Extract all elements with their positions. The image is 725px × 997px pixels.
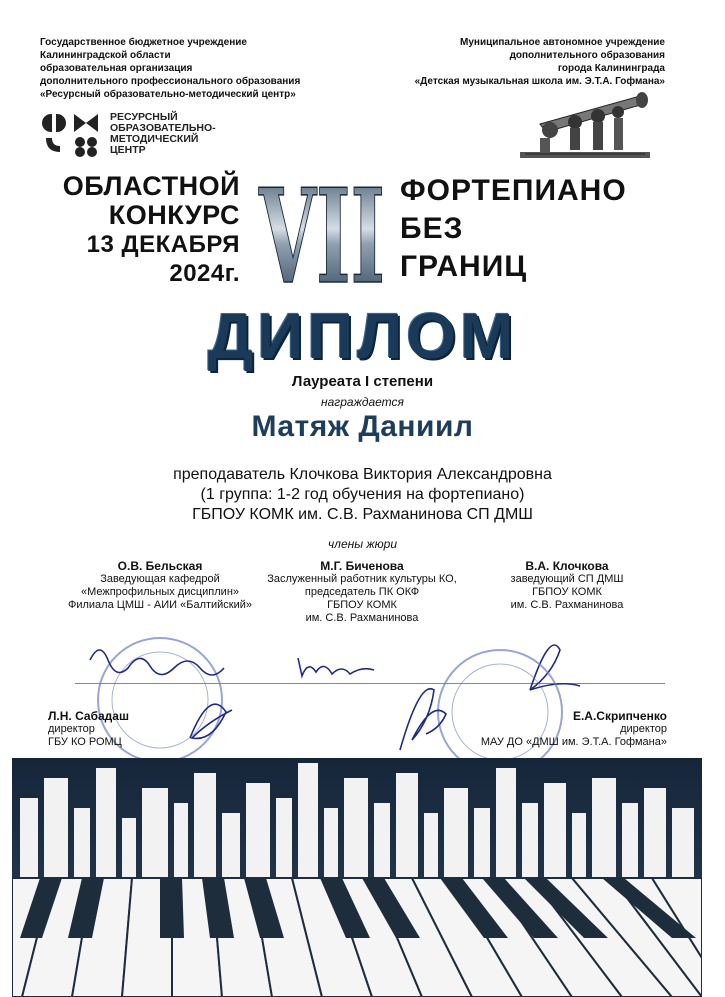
signature-sabadash-icon	[190, 704, 232, 738]
romc-logo-line: МЕТОДИЧЕСКИЙ	[110, 133, 199, 145]
romc-logo-icon	[40, 110, 104, 158]
contest-label: КОНКУРС	[108, 200, 240, 230]
jury-member-role: «Межпрофильных дисциплин»	[80, 586, 240, 598]
diploma-header	[0, 300, 725, 372]
school-emblem-icon	[520, 86, 660, 166]
jury-member-role: председатель ПК ОКФ	[304, 586, 420, 598]
piano-skyline-illustration	[12, 758, 702, 997]
jury-member-role: Филиала ЦМШ - АИИ «Балтийский»	[67, 599, 253, 611]
org-right-line: города Калининграда	[557, 63, 665, 74]
contest-info-left	[40, 172, 240, 288]
diploma-title: ДИПЛОМ	[207, 300, 518, 372]
contest-date: 13 ДЕКАБРЯ	[86, 231, 240, 258]
winner-info-line: (1 группа: 1-2 год обучения на фортепиано)	[200, 486, 525, 503]
signatory-right-role: директор	[620, 723, 667, 735]
contest-name-line: БЕЗ	[400, 212, 464, 245]
signature-bichenova-icon	[298, 658, 374, 676]
contest-number-text: VII	[258, 164, 385, 294]
diploma-degree: Лауреата I степени	[291, 373, 434, 390]
winner-info	[0, 465, 725, 525]
org-left-line: образовательная организация	[40, 63, 193, 74]
contest-type: ОБЛАСТНОЙ	[62, 171, 240, 201]
signatory-left-name: Л.Н. Сабадаш	[48, 709, 129, 723]
signatory-right-name: Е.А.Скрипченко	[572, 709, 667, 723]
contest-number	[258, 164, 386, 294]
jury-member	[60, 560, 260, 612]
jury-member-name: О.В. Бельская	[117, 559, 203, 573]
winner-info-line: преподаватель Клочкова Виктория Александровна	[173, 466, 552, 483]
signatory-left	[48, 710, 129, 749]
org-left-line: «Ресурсный образовательно-методический центр»	[40, 89, 296, 100]
signatory-right-org: МАУ ДО «ДМШ им. Э.Т.А. Гофмана»	[480, 736, 667, 748]
jury-member-role: Заведующая кафедрой	[100, 573, 220, 585]
romc-logo-line: ОБРАЗОВАТЕЛЬНО-	[110, 122, 216, 134]
jury-member	[467, 560, 667, 612]
org-left-block	[40, 36, 300, 101]
org-right-line: «Детская музыкальная школа им. Э.Т.А. Гофмана»	[414, 76, 665, 87]
contest-name-line: ФОРТЕПИАНО	[400, 174, 627, 207]
org-left-line: дополнительного профессионального образования	[40, 76, 301, 87]
jury-member-role: ГБПОУ КОМК	[532, 586, 602, 598]
romc-logo-line: РЕСУРСНЫЙ	[110, 111, 178, 123]
winner-info-line: ГБПОУ КОМК им. С.В. Рахманинова СП ДМШ	[192, 506, 533, 523]
contest-year: 2024г.	[169, 260, 240, 287]
contest-name-line: ГРАНИЦ	[400, 250, 528, 283]
org-right-line: Муниципальное автономное учреждение	[460, 37, 665, 48]
contest-name	[400, 172, 627, 286]
org-left-line: Государственное бюджетное учреждение	[40, 37, 247, 48]
diploma-awarded: награждается	[321, 395, 404, 409]
signatory-left-role: директор	[48, 723, 95, 735]
jury-member-role: ГБПОУ КОМК	[327, 599, 397, 611]
romc-logo-text	[110, 112, 216, 156]
jury-member	[262, 560, 462, 625]
org-right-block	[415, 36, 665, 88]
jury-member-name: В.А. Клочкова	[525, 559, 609, 573]
signatory-left-org: ГБУ КО РОМЦ	[48, 736, 122, 748]
org-left-line: Калининградской области	[40, 50, 171, 61]
jury-member-role: Заслуженный работник культуры КО,	[267, 573, 457, 585]
jury-member-role: им. С.В. Рахманинова	[510, 599, 624, 611]
jury-member-role: заведующий СП ДМШ	[510, 573, 624, 585]
org-right-line: дополнительного образования	[509, 50, 665, 61]
winner-name: Матяж Даниил	[251, 410, 474, 443]
jury-member-name: М.Г. Биченова	[320, 559, 404, 573]
jury-member-role: им. С.В. Рахманинова	[305, 612, 419, 624]
signatory-right	[481, 710, 667, 749]
jury-title: члены жюри	[327, 537, 398, 551]
romc-logo-line: ЦЕНТР	[110, 144, 146, 156]
romc-logo	[40, 110, 240, 160]
